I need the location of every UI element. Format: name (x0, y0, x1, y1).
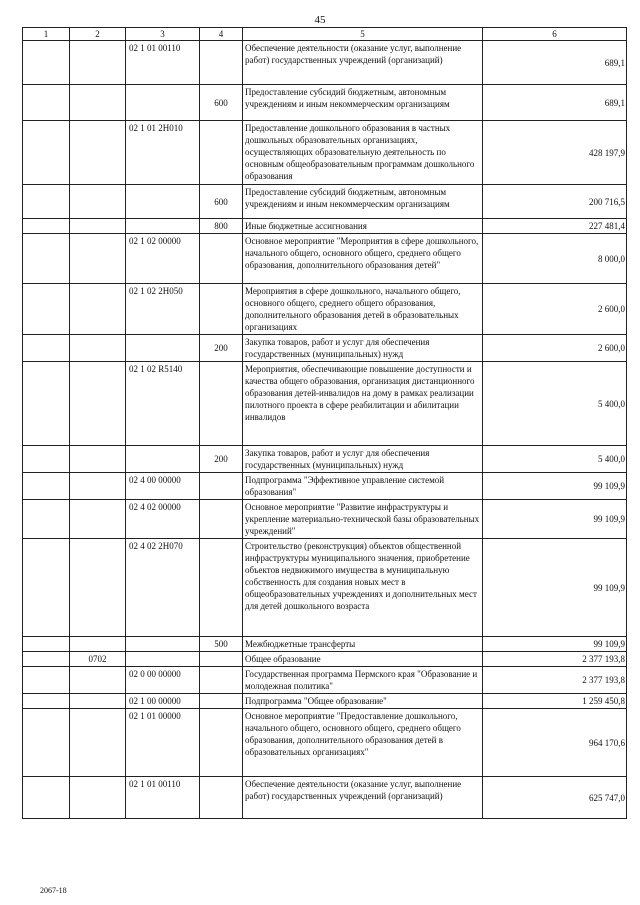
table-row (23, 652, 627, 667)
table-row (23, 709, 627, 777)
cell-col1 (23, 667, 70, 694)
cell-col1 (23, 539, 70, 637)
cell-description: Мероприятия в сфере дошкольного, начального общего, основного общего, среднего общего образования, дополнительного образования детей в образовательных организациях (243, 284, 483, 335)
cell-col1 (23, 777, 70, 819)
cell-description: Строительство (реконструкция) объектов общественной инфраструктуры муниципального значения, приобретение объектов недвижимого имущества в муниципальную собственность для создания новых мест в общеобразовательных учреждениях и дополнительных мест для детей дошкольного возраста (243, 539, 483, 637)
cell-amount: 2 377 193,8 (483, 667, 627, 694)
cell-target-article (126, 637, 200, 652)
cell-amount: 2 600,0 (483, 284, 627, 335)
header-cell-6: 6 (483, 28, 627, 41)
cell-target-article: 02 1 01 00110 (126, 777, 200, 819)
table-row (23, 473, 627, 500)
cell-amount: 99 109,9 (483, 637, 627, 652)
cell-section-code (70, 473, 126, 500)
cell-expense-type (200, 500, 243, 539)
cell-expense-type: 600 (200, 85, 243, 121)
table-row (23, 777, 627, 819)
cell-section-code (70, 219, 126, 234)
table-row (23, 362, 627, 446)
cell-expense-type: 200 (200, 335, 243, 362)
cell-description: Предоставление субсидий бюджетным, автономным учреждениям и иным некоммерческим организациям (243, 185, 483, 219)
header-cell-1: 1 (23, 28, 70, 41)
cell-description: Закупка товаров, работ и услуг для обеспечения государственных (муниципальных) нужд (243, 446, 483, 473)
footer-document-code: 2067-18 (40, 886, 67, 895)
cell-amount: 5 400,0 (483, 446, 627, 473)
cell-expense-type (200, 652, 243, 667)
cell-amount: 689,1 (483, 85, 627, 121)
cell-col1 (23, 85, 70, 121)
cell-section-code (70, 335, 126, 362)
cell-target-article: 02 0 00 00000 (126, 667, 200, 694)
cell-target-article: 02 1 02 2Н050 (126, 284, 200, 335)
cell-description: Подпрограмма "Общее образование" (243, 694, 483, 709)
cell-description: Межбюджетные трансферты (243, 637, 483, 652)
cell-target-article (126, 652, 200, 667)
cell-target-article (126, 335, 200, 362)
cell-description: Обеспечение деятельности (оказание услуг, выполнение работ) государственных учреждений (организаций) (243, 41, 483, 85)
table-row (23, 219, 627, 234)
cell-description: Государственная программа Пермского края "Образование и молодежная политика" (243, 667, 483, 694)
cell-description: Основное мероприятие "Предоставление дошкольного, начального общего, основного общего, среднего общего образования, дополнительного образования детей в образовательных организациях" (243, 709, 483, 777)
cell-amount: 5 400,0 (483, 362, 627, 446)
cell-target-article (126, 85, 200, 121)
cell-col1 (23, 446, 70, 473)
table-row (23, 335, 627, 362)
cell-col1 (23, 284, 70, 335)
table-row (23, 446, 627, 473)
cell-expense-type (200, 777, 243, 819)
cell-description: Закупка товаров, работ и услуг для обеспечения государственных (муниципальных) нужд (243, 335, 483, 362)
cell-target-article: 02 1 00 00000 (126, 694, 200, 709)
cell-description: Предоставление субсидий бюджетным, автономным учреждениям и иным некоммерческим организациям (243, 85, 483, 121)
cell-expense-type (200, 121, 243, 185)
cell-section-code (70, 234, 126, 284)
cell-section-code (70, 85, 126, 121)
cell-description: Обеспечение деятельности (оказание услуг, выполнение работ) государственных учреждений (организаций) (243, 777, 483, 819)
cell-section-code (70, 637, 126, 652)
table-row (23, 500, 627, 539)
cell-col1 (23, 500, 70, 539)
header-cell-4: 4 (200, 28, 243, 41)
cell-section-code (70, 185, 126, 219)
cell-target-article: 02 4 02 00000 (126, 500, 200, 539)
cell-target-article: 02 1 01 00110 (126, 41, 200, 85)
cell-amount: 227 481,4 (483, 219, 627, 234)
page-number: 45 (314, 14, 326, 26)
table-row (23, 185, 627, 219)
cell-section-code (70, 709, 126, 777)
budget-table-container (22, 27, 626, 819)
cell-amount: 2 377 193,8 (483, 652, 627, 667)
cell-amount: 428 197,9 (483, 121, 627, 185)
cell-col1 (23, 652, 70, 667)
cell-description: Основное мероприятие "Мероприятия в сфере дошкольного, начального общего, основного общего, среднего общего образования, дополнительного образования детей" (243, 234, 483, 284)
cell-expense-type: 800 (200, 219, 243, 234)
cell-expense-type (200, 709, 243, 777)
cell-amount: 200 716,5 (483, 185, 627, 219)
table-body (23, 41, 627, 819)
cell-expense-type (200, 41, 243, 85)
cell-expense-type (200, 694, 243, 709)
cell-expense-type: 500 (200, 637, 243, 652)
cell-section-code (70, 41, 126, 85)
cell-col1 (23, 335, 70, 362)
cell-section-code (70, 539, 126, 637)
cell-expense-type (200, 667, 243, 694)
cell-col1 (23, 234, 70, 284)
table-row (23, 637, 627, 652)
header-cell-5: 5 (243, 28, 483, 41)
cell-target-article: 02 1 01 00000 (126, 709, 200, 777)
cell-target-article: 02 4 02 2Н070 (126, 539, 200, 637)
cell-section-code (70, 500, 126, 539)
cell-col1 (23, 637, 70, 652)
cell-amount: 99 109,9 (483, 500, 627, 539)
cell-expense-type (200, 362, 243, 446)
cell-expense-type (200, 284, 243, 335)
table-row (23, 121, 627, 185)
cell-section-code (70, 777, 126, 819)
header-cell-2: 2 (70, 28, 126, 41)
cell-expense-type (200, 539, 243, 637)
cell-section-code (70, 284, 126, 335)
cell-section-code (70, 667, 126, 694)
cell-amount: 99 109,9 (483, 473, 627, 500)
table-row (23, 539, 627, 637)
cell-section-code (70, 362, 126, 446)
cell-col1 (23, 694, 70, 709)
header-cell-3: 3 (126, 28, 200, 41)
cell-description: Подпрограмма "Эффективное управление системой образования" (243, 473, 483, 500)
cell-description: Общее образование (243, 652, 483, 667)
cell-col1 (23, 41, 70, 85)
table-row (23, 85, 627, 121)
cell-amount: 964 170,6 (483, 709, 627, 777)
cell-description: Основное мероприятие "Развитие инфраструктуры и укрепление материально-технической базы образовательных учреждений" (243, 500, 483, 539)
cell-amount: 99 109,9 (483, 539, 627, 637)
table-row (23, 667, 627, 694)
header-row (23, 28, 627, 41)
budget-table (22, 27, 627, 819)
cell-expense-type (200, 234, 243, 284)
cell-target-article: 02 1 02 00000 (126, 234, 200, 284)
table-row (23, 694, 627, 709)
cell-target-article: 02 1 02 R5140 (126, 362, 200, 446)
cell-expense-type (200, 473, 243, 500)
table-row (23, 284, 627, 335)
cell-col1 (23, 473, 70, 500)
cell-col1 (23, 185, 70, 219)
cell-target-article (126, 185, 200, 219)
cell-description: Иные бюджетные ассигнования (243, 219, 483, 234)
cell-section-code: 0702 (70, 652, 126, 667)
table-row (23, 234, 627, 284)
cell-expense-type: 200 (200, 446, 243, 473)
table-row (23, 41, 627, 85)
cell-description: Предоставление дошкольного образования в частных дошкольных образовательных организациях, осуществляющих образовательную деятельность по основным общеобразовательным программам дошкольного образования (243, 121, 483, 185)
cell-amount: 2 600,0 (483, 335, 627, 362)
cell-section-code (70, 694, 126, 709)
cell-amount: 689,1 (483, 41, 627, 85)
cell-target-article (126, 446, 200, 473)
cell-target-article: 02 4 00 00000 (126, 473, 200, 500)
cell-expense-type: 600 (200, 185, 243, 219)
cell-col1 (23, 219, 70, 234)
cell-section-code (70, 121, 126, 185)
cell-col1 (23, 121, 70, 185)
cell-amount: 1 259 450,8 (483, 694, 627, 709)
cell-target-article (126, 219, 200, 234)
cell-col1 (23, 362, 70, 446)
cell-amount: 625 747,0 (483, 777, 627, 819)
cell-description: Мероприятия, обеспечивающие повышение доступности и качества общего образования, организация дистанционного образования детей-инвалидов на дому в рамках реализации пилотного проекта в сфере реабилитации и абилитации инвалидов (243, 362, 483, 446)
cell-col1 (23, 709, 70, 777)
cell-target-article: 02 1 01 2Н010 (126, 121, 200, 185)
cell-section-code (70, 446, 126, 473)
cell-amount: 8 000,0 (483, 234, 627, 284)
